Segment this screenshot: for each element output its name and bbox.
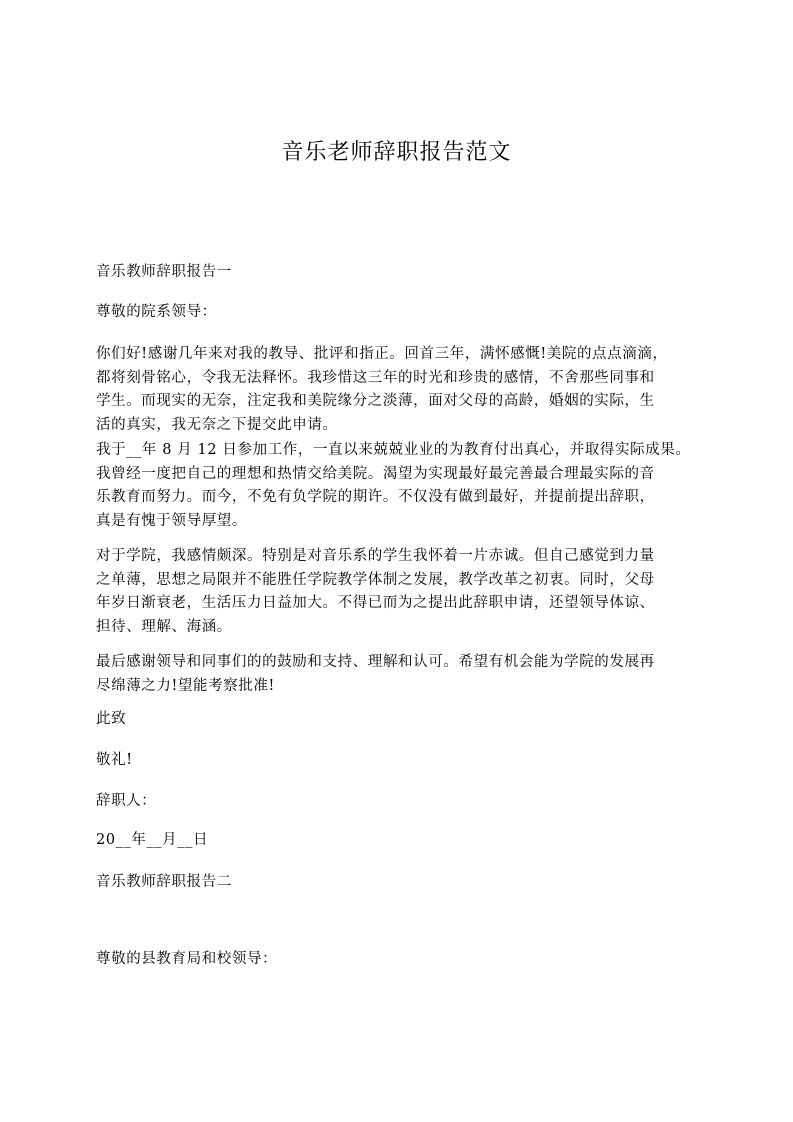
paragraph-line: 学生。而现实的无奈，注定我和美院缘分之淡薄，面对父母的高龄，婚姻的实际，生: [96, 393, 655, 409]
date-line: 20__年__月__日: [96, 832, 209, 848]
report1-paragraph-4: [96, 651, 701, 698]
report1-salutation: 尊敬的院系领导：: [96, 304, 217, 320]
paragraph-line: 活的真实，我无奈之下提交此申请。: [96, 416, 338, 433]
report2-salutation: 尊敬的县教育局和校领导：: [96, 951, 278, 967]
report1-paragraph-3: [96, 545, 701, 639]
closing-jingli: 敬礼!: [96, 752, 133, 768]
paragraph-line: 担待、理解、海涵。: [96, 618, 232, 635]
signature-line: 辞职人：: [96, 793, 157, 809]
paragraph-line: 我于__年 8 月 12 日参加工作，一直以来兢兢业业的为教育付出真心，并取得实际成果。: [96, 442, 691, 458]
report1-heading: 音乐教师辞职报告一: [96, 264, 232, 280]
paragraph-line: 对于学院，我感情颇深。特别是对音乐系的学生我怀着一片赤诚。但自己感觉到力量: [96, 548, 655, 564]
paragraph-line: 尽绵薄之力!望能考察批准!: [96, 677, 275, 694]
report1-paragraph-2: [96, 439, 701, 533]
paragraph-line: 都将刻骨铭心，令我无法释怀。我珍惜这三年的时光和珍贵的感情，不舍那些同事和: [96, 369, 655, 386]
document-title: 音乐老师辞职报告范文: [281, 140, 512, 165]
paragraph-line: 乐教育而努力。而今，不免有负学院的期许。不仅没有做到最好，并提前提出辞职，: [96, 489, 655, 505]
paragraph-line: 之单薄，思想之局限并不能胜任学院教学体制之发展，教学改革之初衷。同时，父母: [96, 571, 655, 588]
paragraph-line: 我曾经一度把自己的理想和热情交给美院。渴望为实现最好最完善最合理最实际的音: [96, 465, 655, 482]
paragraph-line: 年岁日渐衰老，生活压力日益加大。不得已而为之提出此辞职申请，还望领导体谅、: [96, 595, 655, 611]
report1-paragraph-1: [96, 343, 701, 437]
paragraph-line: 真是有愧于领导厚望。: [96, 512, 247, 529]
paragraph-line: 最后感谢领导和同事们的的鼓励和支持、理解和认可。希望有机会能为学院的发展再: [96, 654, 655, 670]
report2-heading: 音乐教师辞职报告二: [96, 874, 232, 890]
closing-cizhi: 此致: [96, 711, 127, 727]
paragraph-line: 你们好!感谢几年来对我的教导、批评和指正。回首三年，满怀感慨!美院的点点滴滴，: [96, 346, 668, 362]
